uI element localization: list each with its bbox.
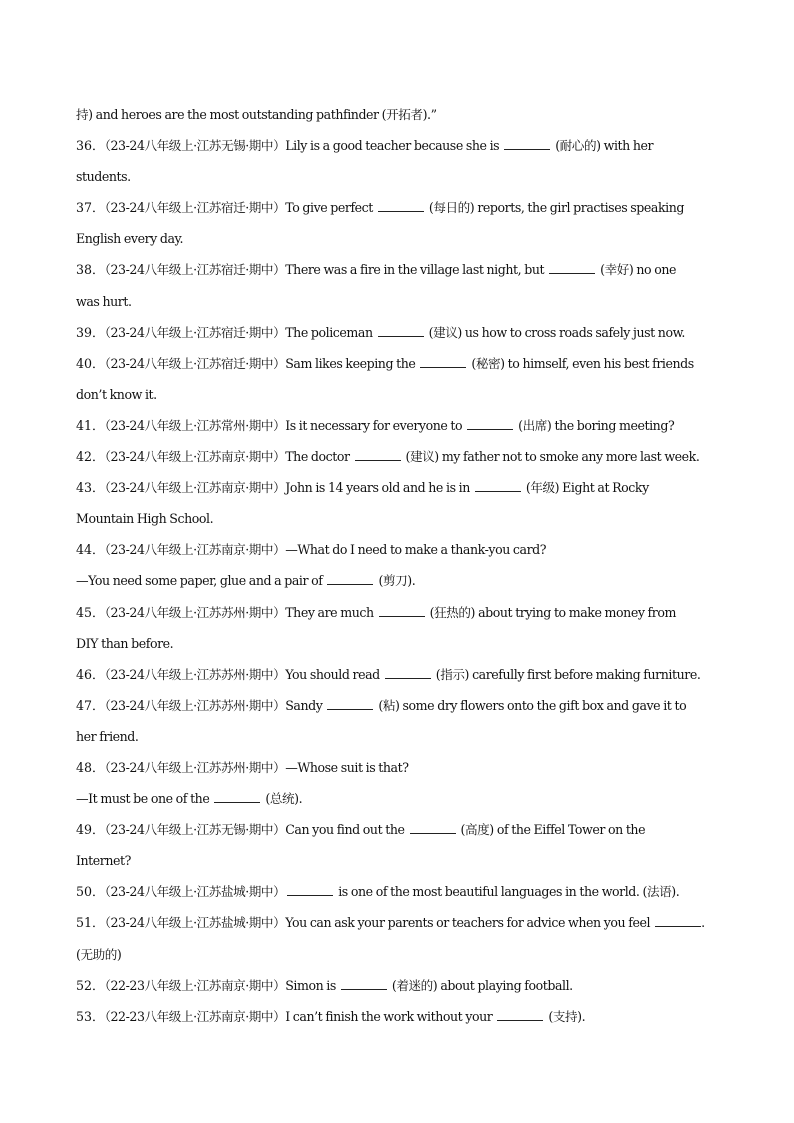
question-source: （22-23八年级上·江苏南京·期中） — [104, 977, 286, 993]
question-text-after: Eight at Rocky — [559, 480, 649, 496]
answer-blank[interactable] — [379, 615, 425, 617]
question-38 — [76, 254, 722, 285]
question-source: （23-24八年级上·江苏宿迁·期中） — [104, 324, 286, 340]
question-49 — [76, 814, 722, 845]
text-line — [76, 223, 722, 254]
word-hint: (耐心的) — [555, 138, 601, 154]
question-number: 38． — [76, 262, 105, 278]
question-text-after: about trying to make money from — [475, 604, 676, 620]
line-text: don’t know it. — [76, 386, 157, 402]
question-text-after: the boring meeting? — [551, 417, 675, 433]
question-50 — [76, 876, 722, 907]
question-source: （23-24八年级上·江苏宿迁·期中） — [104, 262, 286, 278]
answer-blank[interactable] — [385, 677, 431, 679]
answer-blank[interactable] — [327, 708, 373, 710]
question-text-after: reports, the girl practises speaking — [474, 200, 684, 216]
line-text: English every day. — [76, 231, 184, 247]
answer-blank[interactable] — [420, 366, 466, 368]
question-46 — [76, 659, 722, 690]
text-line — [76, 503, 722, 534]
question-52 — [76, 970, 722, 1001]
question-text-after: of the Eiffel Tower on the — [493, 822, 646, 838]
question-number: 44． — [76, 542, 105, 558]
question-text: Sam likes keeping the — [285, 355, 416, 371]
question-text-after: . — [411, 573, 416, 589]
question-number: 48． — [76, 759, 105, 775]
question-number: 53． — [76, 1008, 105, 1024]
word-hint: (年级) — [525, 480, 560, 496]
question-text: You should read — [285, 666, 380, 682]
question-text: There was a fire in the village last night, but — [285, 262, 545, 278]
word-hint: (着迷的) — [391, 977, 438, 993]
word-hint: (高度) — [460, 822, 494, 838]
question-text-after: about playing football. — [437, 977, 573, 993]
question-text: Lily is a good teacher because she is — [285, 138, 500, 154]
question-text: The doctor — [285, 449, 350, 465]
question-text: —What do I need to make a thank-you card? — [285, 542, 547, 558]
word-hint: (剪刀) — [378, 573, 412, 589]
line-text: Mountain High School. — [76, 511, 214, 527]
question-number: 42． — [76, 449, 105, 465]
line-text: 持) and heroes are the most outstanding pathfinder (开拓者).” — [76, 107, 437, 122]
line-text: was hurt. — [76, 293, 132, 309]
question-text-after: . — [298, 791, 303, 807]
question-text-after: is one of the most beautiful languages in the world. (法语). — [338, 884, 680, 900]
question-51 — [76, 907, 722, 938]
question-number: 50． — [76, 884, 105, 900]
question-source: （23-24八年级上·江苏苏州·期中） — [104, 666, 286, 682]
question-43 — [76, 472, 722, 503]
question-text: Simon is — [285, 977, 336, 993]
question-41 — [76, 410, 722, 441]
question-36 — [76, 130, 722, 161]
word-hint: (建议) — [405, 449, 439, 465]
question-source: （23-24八年级上·江苏苏州·期中） — [104, 759, 286, 775]
question-text: Sandy — [285, 697, 323, 713]
question-text-after: . — [701, 915, 705, 931]
question-number: 36． — [76, 138, 105, 154]
question-number: 46． — [76, 666, 105, 682]
question-source: （23-24八年级上·江苏常州·期中） — [104, 417, 286, 433]
text-line — [76, 286, 722, 317]
question-text: Can you find out the — [285, 822, 405, 838]
dialog-line — [76, 783, 722, 814]
word-hint: (出席) — [518, 417, 552, 433]
question-text: —Whose suit is that? — [285, 759, 409, 775]
word-hint: (幸好) — [600, 262, 634, 278]
answer-blank[interactable] — [378, 335, 424, 337]
question-source: （23-24八年级上·江苏盐城·期中） — [104, 884, 286, 900]
word-hint: (粘) — [378, 697, 400, 713]
question-text-after: . — [581, 1008, 586, 1024]
question-text-after: us how to cross roads safely just now. — [461, 324, 685, 340]
question-47 — [76, 690, 722, 721]
question-source: （22-23八年级上·江苏南京·期中） — [104, 1008, 286, 1024]
question-text-after: my father not to smoke any more last week. — [438, 449, 700, 465]
question-number: 39． — [76, 324, 105, 340]
question-text: —You need some paper, glue and a pair of — [76, 573, 323, 589]
text-line — [76, 721, 722, 752]
text-line — [76, 99, 722, 130]
question-text-after: carefully first before making furniture. — [469, 666, 701, 682]
question-number: 52． — [76, 977, 105, 993]
question-source: （23-24八年级上·江苏无锡·期中） — [104, 138, 286, 154]
answer-blank[interactable] — [504, 148, 550, 150]
question-40 — [76, 348, 722, 379]
question-42 — [76, 441, 722, 472]
question-number: 45． — [76, 604, 105, 620]
question-source: （23-24八年级上·江苏南京·期中） — [104, 542, 286, 558]
question-text: I can’t finish the work without your — [285, 1008, 493, 1024]
question-text: Is it necessary for everyone to — [285, 417, 463, 433]
question-53 — [76, 1001, 722, 1032]
question-number: 40． — [76, 355, 105, 371]
question-text: John is 14 years old and he is in — [285, 480, 470, 496]
answer-blank[interactable] — [497, 1019, 543, 1021]
dialog-line — [76, 565, 722, 596]
line-text: her friend. — [76, 728, 139, 744]
text-line — [76, 845, 722, 876]
answer-blank[interactable] — [355, 459, 401, 461]
line-text: (无助的) — [76, 946, 122, 962]
line-text: DIY than before. — [76, 635, 174, 651]
question-number: 37． — [76, 200, 105, 216]
question-text: The policeman — [285, 324, 373, 340]
line-text: Internet? — [76, 853, 131, 869]
answer-blank[interactable] — [410, 832, 456, 834]
question-source: （23-24八年级上·江苏苏州·期中） — [104, 604, 286, 620]
question-source: （23-24八年级上·江苏无锡·期中） — [104, 822, 286, 838]
question-source: （23-24八年级上·江苏南京·期中） — [104, 449, 286, 465]
question-text: They are much — [285, 604, 374, 620]
question-number: 43． — [76, 480, 105, 496]
word-hint: (总统) — [265, 791, 299, 807]
answer-blank[interactable] — [467, 428, 513, 430]
text-line — [76, 628, 722, 659]
text-line — [76, 161, 722, 192]
question-text-after: to himself, even his best friends — [504, 355, 694, 371]
word-hint: (狂热的) — [429, 604, 476, 620]
question-source: （23-24八年级上·江苏宿迁·期中） — [104, 355, 286, 371]
line-text: students. — [76, 169, 131, 185]
answer-blank[interactable] — [549, 272, 595, 274]
question-text-after: with her — [600, 138, 654, 154]
question-text-after: some dry flowers onto the gift box and gave it to — [399, 697, 687, 713]
question-text: You can ask your parents or teachers for advice when you feel — [285, 915, 651, 931]
question-number: 47． — [76, 697, 105, 713]
word-hint: (支持) — [548, 1008, 582, 1024]
question-number: 41． — [76, 417, 105, 433]
question-source: （23-24八年级上·江苏宿迁·期中） — [104, 200, 286, 216]
word-hint: (每日的) — [428, 200, 475, 216]
question-source: （23-24八年级上·江苏盐城·期中） — [104, 915, 286, 931]
question-39 — [76, 317, 722, 348]
text-line — [76, 939, 722, 970]
question-44 — [76, 534, 722, 565]
word-hint: (秘密) — [471, 355, 505, 371]
answer-blank[interactable] — [341, 988, 387, 990]
answer-blank[interactable] — [327, 583, 373, 585]
question-number: 49． — [76, 822, 105, 838]
question-source: （23-24八年级上·江苏苏州·期中） — [104, 697, 286, 713]
question-text-after: no one — [633, 262, 677, 278]
question-list — [76, 99, 722, 1032]
word-hint: (指示) — [435, 666, 470, 682]
answer-blank[interactable] — [655, 925, 701, 927]
question-48 — [76, 752, 722, 783]
answer-blank[interactable] — [378, 210, 424, 212]
answer-blank[interactable] — [475, 490, 521, 492]
answer-blank[interactable] — [287, 894, 333, 896]
question-text: —It must be one of the — [76, 791, 210, 807]
text-line — [76, 379, 722, 410]
answer-blank[interactable] — [214, 801, 260, 803]
question-45 — [76, 597, 722, 628]
word-hint: (建议) — [428, 324, 462, 340]
question-source: （23-24八年级上·江苏南京·期中） — [104, 480, 286, 496]
question-number: 51． — [76, 915, 105, 931]
question-text: To give perfect — [285, 200, 373, 216]
question-37 — [76, 192, 722, 223]
